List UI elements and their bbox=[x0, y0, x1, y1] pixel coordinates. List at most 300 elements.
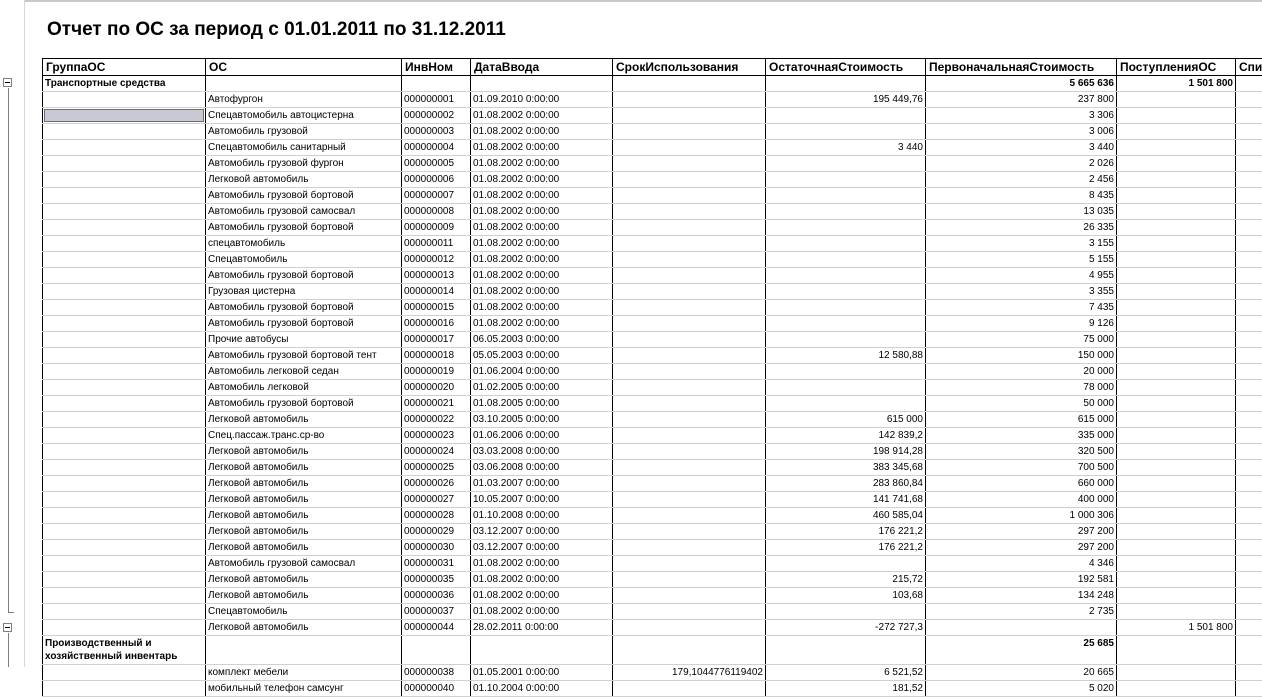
inventory-number[interactable]: 000000013 bbox=[402, 268, 471, 284]
empty-cell[interactable] bbox=[1236, 124, 1262, 140]
useful-life[interactable] bbox=[613, 92, 766, 108]
group-cell[interactable] bbox=[43, 396, 206, 412]
inventory-number[interactable]: 000000016 bbox=[402, 316, 471, 332]
empty-cell[interactable] bbox=[1236, 108, 1262, 124]
group-cell[interactable] bbox=[43, 524, 206, 540]
initial-cost[interactable]: 297 200 bbox=[926, 540, 1117, 556]
useful-life[interactable] bbox=[613, 476, 766, 492]
residual-cost[interactable]: 383 345,68 bbox=[766, 460, 926, 476]
inventory-number[interactable]: 000000004 bbox=[402, 140, 471, 156]
asset-name[interactable]: Легковой автомобиль bbox=[206, 588, 402, 604]
initial-cost[interactable]: 4 346 bbox=[926, 556, 1117, 572]
receipts[interactable] bbox=[1117, 156, 1236, 172]
commissioning-date[interactable]: 06.05.2003 0:00:00 bbox=[471, 332, 613, 348]
cell-selection-cursor[interactable] bbox=[44, 109, 204, 122]
asset-name[interactable]: Легковой автомобиль bbox=[206, 476, 402, 492]
commissioning-date[interactable]: 03.10.2005 0:00:00 bbox=[471, 412, 613, 428]
column-header[interactable]: СрокИспользования bbox=[613, 59, 766, 76]
group-cell[interactable] bbox=[43, 316, 206, 332]
initial-cost[interactable]: 660 000 bbox=[926, 476, 1117, 492]
useful-life[interactable] bbox=[613, 204, 766, 220]
empty-cell[interactable] bbox=[1236, 76, 1262, 92]
group-cell[interactable] bbox=[43, 140, 206, 156]
commissioning-date[interactable]: 01.08.2002 0:00:00 bbox=[471, 156, 613, 172]
empty-cell[interactable] bbox=[1236, 540, 1262, 556]
empty-cell[interactable] bbox=[1236, 332, 1262, 348]
commissioning-date[interactable]: 01.08.2002 0:00:00 bbox=[471, 300, 613, 316]
group-cell[interactable] bbox=[43, 444, 206, 460]
residual-cost[interactable]: 215,72 bbox=[766, 572, 926, 588]
empty-cell[interactable] bbox=[1236, 364, 1262, 380]
commissioning-date[interactable]: 01.08.2002 0:00:00 bbox=[471, 604, 613, 620]
collapse-group-transport-icon[interactable] bbox=[3, 78, 12, 87]
commissioning-date[interactable]: 01.10.2008 0:00:00 bbox=[471, 508, 613, 524]
empty-cell[interactable] bbox=[1236, 492, 1262, 508]
receipts[interactable] bbox=[1117, 681, 1236, 697]
asset-name[interactable]: Прочие автобусы bbox=[206, 332, 402, 348]
receipts[interactable] bbox=[1117, 604, 1236, 620]
useful-life[interactable] bbox=[613, 620, 766, 636]
inventory-number[interactable]: 000000029 bbox=[402, 524, 471, 540]
commissioning-date[interactable]: 03.06.2008 0:00:00 bbox=[471, 460, 613, 476]
group-cell[interactable] bbox=[43, 460, 206, 476]
residual-cost[interactable] bbox=[766, 188, 926, 204]
table-row[interactable] bbox=[43, 332, 1262, 348]
inventory-number[interactable]: 000000044 bbox=[402, 620, 471, 636]
residual-cost[interactable]: 176 221,2 bbox=[766, 540, 926, 556]
asset-name[interactable]: Легковой автомобиль bbox=[206, 492, 402, 508]
table-row[interactable] bbox=[43, 124, 1262, 140]
useful-life[interactable] bbox=[613, 604, 766, 620]
asset-name[interactable]: Легковой автомобиль bbox=[206, 540, 402, 556]
useful-life[interactable] bbox=[613, 492, 766, 508]
asset-name[interactable]: Автомобиль грузовой бортовой bbox=[206, 396, 402, 412]
asset-name[interactable]: Автомобиль грузовой бортовой bbox=[206, 220, 402, 236]
useful-life[interactable] bbox=[613, 268, 766, 284]
inventory-number[interactable]: 000000028 bbox=[402, 508, 471, 524]
residual-cost[interactable] bbox=[766, 124, 926, 140]
useful-life[interactable] bbox=[613, 380, 766, 396]
empty-cell[interactable] bbox=[1236, 620, 1262, 636]
receipts[interactable] bbox=[1117, 252, 1236, 268]
commissioning-date[interactable]: 03.12.2007 0:00:00 bbox=[471, 540, 613, 556]
asset-name[interactable]: Автомобиль грузовой самосвал bbox=[206, 556, 402, 572]
column-header[interactable]: ПервоначальнаяСтоимость bbox=[926, 59, 1117, 76]
inventory-number[interactable]: 000000020 bbox=[402, 380, 471, 396]
commissioning-date[interactable]: 03.03.2008 0:00:00 bbox=[471, 444, 613, 460]
selected-cell[interactable] bbox=[43, 108, 206, 124]
receipts[interactable] bbox=[1117, 332, 1236, 348]
group-cell[interactable] bbox=[43, 204, 206, 220]
commissioning-date[interactable]: 01.06.2006 0:00:00 bbox=[471, 428, 613, 444]
empty-cell[interactable] bbox=[206, 636, 402, 665]
commissioning-date[interactable]: 10.05.2007 0:00:00 bbox=[471, 492, 613, 508]
useful-life[interactable] bbox=[613, 681, 766, 697]
table-row[interactable] bbox=[43, 316, 1262, 332]
initial-cost[interactable]: 2 456 bbox=[926, 172, 1117, 188]
asset-name[interactable]: Спецавтомобиль bbox=[206, 604, 402, 620]
receipts[interactable] bbox=[1117, 460, 1236, 476]
receipts[interactable] bbox=[1117, 396, 1236, 412]
useful-life[interactable] bbox=[613, 220, 766, 236]
table-row[interactable] bbox=[43, 681, 1262, 697]
column-header[interactable]: ДатаВвода bbox=[471, 59, 613, 76]
empty-cell[interactable] bbox=[1236, 236, 1262, 252]
group-cell[interactable] bbox=[43, 572, 206, 588]
table-row[interactable] bbox=[43, 156, 1262, 172]
asset-name[interactable]: Автомобиль легковой седан bbox=[206, 364, 402, 380]
table-row[interactable] bbox=[43, 396, 1262, 412]
empty-cell[interactable] bbox=[1236, 508, 1262, 524]
inventory-number[interactable]: 000000002 bbox=[402, 108, 471, 124]
inventory-number[interactable]: 000000011 bbox=[402, 236, 471, 252]
empty-cell[interactable] bbox=[1236, 348, 1262, 364]
inventory-number[interactable]: 000000019 bbox=[402, 364, 471, 380]
group-cell[interactable] bbox=[43, 476, 206, 492]
inventory-number[interactable]: 000000027 bbox=[402, 492, 471, 508]
initial-cost[interactable]: 1 000 306 bbox=[926, 508, 1117, 524]
asset-name[interactable]: Автомобиль грузовой bbox=[206, 124, 402, 140]
table-row[interactable] bbox=[43, 188, 1262, 204]
commissioning-date[interactable]: 01.08.2002 0:00:00 bbox=[471, 316, 613, 332]
initial-cost[interactable]: 3 155 bbox=[926, 236, 1117, 252]
asset-name[interactable]: Спецавтомобиль автоцистерна bbox=[206, 108, 402, 124]
empty-cell[interactable] bbox=[613, 636, 766, 665]
residual-cost[interactable] bbox=[766, 268, 926, 284]
inventory-number[interactable]: 000000003 bbox=[402, 124, 471, 140]
receipts[interactable] bbox=[1117, 412, 1236, 428]
table-row[interactable] bbox=[43, 492, 1262, 508]
empty-cell[interactable] bbox=[1236, 428, 1262, 444]
initial-cost[interactable]: 192 581 bbox=[926, 572, 1117, 588]
asset-name[interactable]: Автомобиль грузовой самосвал bbox=[206, 204, 402, 220]
commissioning-date[interactable]: 01.08.2005 0:00:00 bbox=[471, 396, 613, 412]
commissioning-date[interactable]: 01.08.2002 0:00:00 bbox=[471, 284, 613, 300]
initial-cost[interactable]: 13 035 bbox=[926, 204, 1117, 220]
receipts[interactable] bbox=[1117, 188, 1236, 204]
empty-cell[interactable] bbox=[1236, 300, 1262, 316]
useful-life[interactable] bbox=[613, 540, 766, 556]
column-header[interactable]: ГруппаОС bbox=[43, 59, 206, 76]
receipts[interactable] bbox=[1117, 476, 1236, 492]
empty-cell[interactable] bbox=[1236, 412, 1262, 428]
table-row[interactable] bbox=[43, 540, 1262, 556]
commissioning-date[interactable]: 01.08.2002 0:00:00 bbox=[471, 556, 613, 572]
empty-cell[interactable] bbox=[1236, 524, 1262, 540]
empty-cell[interactable] bbox=[1236, 572, 1262, 588]
receipts[interactable]: 1 501 800 bbox=[1117, 620, 1236, 636]
receipts[interactable] bbox=[1117, 556, 1236, 572]
inventory-number[interactable]: 000000025 bbox=[402, 460, 471, 476]
group-cell[interactable] bbox=[43, 124, 206, 140]
useful-life[interactable] bbox=[613, 172, 766, 188]
empty-cell[interactable] bbox=[766, 636, 926, 665]
commissioning-date[interactable]: 01.08.2002 0:00:00 bbox=[471, 108, 613, 124]
receipts[interactable] bbox=[1117, 508, 1236, 524]
initial-cost[interactable]: 4 955 bbox=[926, 268, 1117, 284]
group-name[interactable]: Производственный и хозяйственный инвентарь bbox=[43, 636, 206, 665]
initial-cost[interactable]: 9 126 bbox=[926, 316, 1117, 332]
table-row[interactable] bbox=[43, 412, 1262, 428]
receipts[interactable] bbox=[1117, 316, 1236, 332]
empty-cell[interactable] bbox=[1236, 188, 1262, 204]
asset-name[interactable]: Автомобиль легковой bbox=[206, 380, 402, 396]
table-row[interactable] bbox=[43, 220, 1262, 236]
inventory-number[interactable]: 000000021 bbox=[402, 396, 471, 412]
empty-cell[interactable] bbox=[1236, 316, 1262, 332]
residual-cost[interactable]: 181,52 bbox=[766, 681, 926, 697]
inventory-number[interactable]: 000000018 bbox=[402, 348, 471, 364]
empty-cell[interactable] bbox=[402, 76, 471, 92]
inventory-number[interactable]: 000000001 bbox=[402, 92, 471, 108]
receipts[interactable] bbox=[1117, 444, 1236, 460]
receipts[interactable] bbox=[1117, 284, 1236, 300]
useful-life[interactable] bbox=[613, 252, 766, 268]
initial-cost[interactable] bbox=[926, 620, 1117, 636]
useful-life[interactable] bbox=[613, 124, 766, 140]
asset-name[interactable]: спецавтомобиль bbox=[206, 236, 402, 252]
initial-cost[interactable]: 297 200 bbox=[926, 524, 1117, 540]
inventory-number[interactable]: 000000031 bbox=[402, 556, 471, 572]
residual-cost[interactable] bbox=[766, 364, 926, 380]
commissioning-date[interactable]: 01.08.2002 0:00:00 bbox=[471, 588, 613, 604]
initial-cost[interactable]: 615 000 bbox=[926, 412, 1117, 428]
table-row[interactable] bbox=[43, 140, 1262, 156]
asset-name[interactable]: Легковой автомобиль bbox=[206, 460, 402, 476]
inventory-number[interactable]: 000000035 bbox=[402, 572, 471, 588]
residual-cost[interactable]: 176 221,2 bbox=[766, 524, 926, 540]
inventory-number[interactable]: 000000007 bbox=[402, 188, 471, 204]
empty-cell[interactable] bbox=[1236, 252, 1262, 268]
residual-cost[interactable]: 3 440 bbox=[766, 140, 926, 156]
inventory-number[interactable]: 000000015 bbox=[402, 300, 471, 316]
group-initial-cost-total[interactable]: 25 685 bbox=[926, 636, 1117, 665]
residual-cost[interactable] bbox=[766, 316, 926, 332]
table-row[interactable] bbox=[43, 588, 1262, 604]
inventory-number[interactable]: 000000017 bbox=[402, 332, 471, 348]
useful-life[interactable] bbox=[613, 348, 766, 364]
group-receipts-total[interactable]: 1 501 800 bbox=[1117, 76, 1236, 92]
receipts[interactable] bbox=[1117, 364, 1236, 380]
inventory-number[interactable]: 000000030 bbox=[402, 540, 471, 556]
group-cell[interactable] bbox=[43, 92, 206, 108]
empty-cell[interactable] bbox=[402, 636, 471, 665]
commissioning-date[interactable]: 01.08.2002 0:00:00 bbox=[471, 188, 613, 204]
commissioning-date[interactable]: 01.08.2002 0:00:00 bbox=[471, 172, 613, 188]
table-row[interactable] bbox=[43, 508, 1262, 524]
useful-life[interactable] bbox=[613, 460, 766, 476]
commissioning-date[interactable]: 01.06.2004 0:00:00 bbox=[471, 364, 613, 380]
group-cell[interactable] bbox=[43, 332, 206, 348]
residual-cost[interactable]: 615 000 bbox=[766, 412, 926, 428]
residual-cost[interactable]: 6 521,52 bbox=[766, 665, 926, 681]
initial-cost[interactable]: 78 000 bbox=[926, 380, 1117, 396]
asset-name[interactable]: Автомобиль грузовой бортовой bbox=[206, 268, 402, 284]
table-row[interactable] bbox=[43, 476, 1262, 492]
empty-cell[interactable] bbox=[766, 76, 926, 92]
residual-cost[interactable] bbox=[766, 252, 926, 268]
table-row[interactable] bbox=[43, 204, 1262, 220]
receipts[interactable] bbox=[1117, 172, 1236, 188]
initial-cost[interactable]: 3 006 bbox=[926, 124, 1117, 140]
table-row[interactable] bbox=[43, 620, 1262, 636]
column-header[interactable]: ОстаточнаяСтоимость bbox=[766, 59, 926, 76]
initial-cost[interactable]: 134 248 bbox=[926, 588, 1117, 604]
commissioning-date[interactable]: 01.08.2002 0:00:00 bbox=[471, 572, 613, 588]
asset-name[interactable]: Легковой автомобиль bbox=[206, 508, 402, 524]
empty-cell[interactable] bbox=[1236, 604, 1262, 620]
group-cell[interactable] bbox=[43, 540, 206, 556]
receipts[interactable] bbox=[1117, 428, 1236, 444]
useful-life[interactable] bbox=[613, 284, 766, 300]
commissioning-date[interactable]: 28.02.2011 0:00:00 bbox=[471, 620, 613, 636]
residual-cost[interactable]: 141 741,68 bbox=[766, 492, 926, 508]
asset-name[interactable]: Легковой автомобиль bbox=[206, 172, 402, 188]
inventory-number[interactable]: 000000022 bbox=[402, 412, 471, 428]
initial-cost[interactable]: 20 000 bbox=[926, 364, 1117, 380]
initial-cost[interactable]: 2 026 bbox=[926, 156, 1117, 172]
asset-name[interactable]: Автомобиль грузовой бортовой тент bbox=[206, 348, 402, 364]
receipts[interactable] bbox=[1117, 588, 1236, 604]
group-cell[interactable] bbox=[43, 300, 206, 316]
table-row[interactable] bbox=[43, 252, 1262, 268]
receipts[interactable] bbox=[1117, 92, 1236, 108]
table-row[interactable] bbox=[43, 604, 1262, 620]
group-cell[interactable] bbox=[43, 604, 206, 620]
empty-cell[interactable] bbox=[1236, 140, 1262, 156]
asset-name[interactable]: Легковой автомобиль bbox=[206, 412, 402, 428]
group-cell[interactable] bbox=[43, 412, 206, 428]
residual-cost[interactable] bbox=[766, 284, 926, 300]
initial-cost[interactable]: 3 440 bbox=[926, 140, 1117, 156]
receipts[interactable] bbox=[1117, 140, 1236, 156]
table-row[interactable] bbox=[43, 380, 1262, 396]
inventory-number[interactable]: 000000024 bbox=[402, 444, 471, 460]
empty-cell[interactable] bbox=[1236, 556, 1262, 572]
receipts[interactable] bbox=[1117, 236, 1236, 252]
receipts[interactable] bbox=[1117, 220, 1236, 236]
group-cell[interactable] bbox=[43, 284, 206, 300]
empty-cell[interactable] bbox=[1236, 396, 1262, 412]
initial-cost[interactable]: 20 665 bbox=[926, 665, 1117, 681]
useful-life[interactable] bbox=[613, 140, 766, 156]
column-header[interactable]: ИнвНом bbox=[402, 59, 471, 76]
asset-name[interactable]: Легковой автомобиль bbox=[206, 572, 402, 588]
receipts[interactable] bbox=[1117, 492, 1236, 508]
asset-name[interactable]: Спецавтомобиль санитарный bbox=[206, 140, 402, 156]
residual-cost[interactable] bbox=[766, 380, 926, 396]
asset-name[interactable]: Автомобиль грузовой бортовой bbox=[206, 188, 402, 204]
group-cell[interactable] bbox=[43, 508, 206, 524]
initial-cost[interactable]: 2 735 bbox=[926, 604, 1117, 620]
table-row[interactable] bbox=[43, 284, 1262, 300]
residual-cost[interactable] bbox=[766, 604, 926, 620]
inventory-number[interactable]: 000000008 bbox=[402, 204, 471, 220]
empty-cell[interactable] bbox=[1236, 172, 1262, 188]
table-row[interactable] bbox=[43, 300, 1262, 316]
commissioning-date[interactable]: 01.08.2002 0:00:00 bbox=[471, 252, 613, 268]
initial-cost[interactable]: 5 155 bbox=[926, 252, 1117, 268]
group-cell[interactable] bbox=[43, 236, 206, 252]
asset-name[interactable]: Легковой автомобиль bbox=[206, 444, 402, 460]
table-row[interactable] bbox=[43, 92, 1262, 108]
useful-life[interactable] bbox=[613, 588, 766, 604]
inventory-number[interactable]: 000000026 bbox=[402, 476, 471, 492]
receipts[interactable] bbox=[1117, 572, 1236, 588]
collapse-group-inventory-icon[interactable] bbox=[3, 623, 12, 632]
initial-cost[interactable]: 8 435 bbox=[926, 188, 1117, 204]
initial-cost[interactable]: 3 355 bbox=[926, 284, 1117, 300]
empty-cell[interactable] bbox=[1236, 156, 1262, 172]
useful-life[interactable] bbox=[613, 412, 766, 428]
residual-cost[interactable]: 195 449,76 bbox=[766, 92, 926, 108]
inventory-number[interactable]: 000000005 bbox=[402, 156, 471, 172]
useful-life[interactable]: 179,1044776119402 bbox=[613, 665, 766, 681]
useful-life[interactable] bbox=[613, 428, 766, 444]
empty-cell[interactable] bbox=[1236, 380, 1262, 396]
inventory-number[interactable]: 000000006 bbox=[402, 172, 471, 188]
empty-cell[interactable] bbox=[1236, 204, 1262, 220]
initial-cost[interactable]: 3 306 bbox=[926, 108, 1117, 124]
table-row[interactable] bbox=[43, 572, 1262, 588]
commissioning-date[interactable]: 01.08.2002 0:00:00 bbox=[471, 204, 613, 220]
empty-cell[interactable] bbox=[471, 636, 613, 665]
asset-name[interactable]: комплект мебели bbox=[206, 665, 402, 681]
residual-cost[interactable] bbox=[766, 556, 926, 572]
table-row[interactable] bbox=[43, 236, 1262, 252]
useful-life[interactable] bbox=[613, 332, 766, 348]
residual-cost[interactable] bbox=[766, 172, 926, 188]
asset-name[interactable]: Легковой автомобиль bbox=[206, 620, 402, 636]
commissioning-date[interactable]: 01.10.2004 0:00:00 bbox=[471, 681, 613, 697]
residual-cost[interactable] bbox=[766, 236, 926, 252]
empty-cell[interactable] bbox=[1236, 636, 1262, 665]
group-cell[interactable] bbox=[43, 268, 206, 284]
group-row[interactable] bbox=[43, 76, 1262, 92]
group-cell[interactable] bbox=[43, 556, 206, 572]
residual-cost[interactable] bbox=[766, 220, 926, 236]
commissioning-date[interactable]: 01.08.2002 0:00:00 bbox=[471, 268, 613, 284]
group-cell[interactable] bbox=[43, 380, 206, 396]
table-row[interactable] bbox=[43, 268, 1262, 284]
commissioning-date[interactable]: 01.05.2001 0:00:00 bbox=[471, 665, 613, 681]
group-cell[interactable] bbox=[43, 156, 206, 172]
inventory-number[interactable]: 000000038 bbox=[402, 665, 471, 681]
group-cell[interactable] bbox=[43, 188, 206, 204]
useful-life[interactable] bbox=[613, 524, 766, 540]
empty-cell[interactable] bbox=[1236, 444, 1262, 460]
group-cell[interactable] bbox=[43, 681, 206, 697]
initial-cost[interactable]: 150 000 bbox=[926, 348, 1117, 364]
useful-life[interactable] bbox=[613, 364, 766, 380]
column-header[interactable]: Спи bbox=[1236, 59, 1262, 76]
table-row[interactable] bbox=[43, 460, 1262, 476]
initial-cost[interactable]: 50 000 bbox=[926, 396, 1117, 412]
empty-cell[interactable] bbox=[1236, 284, 1262, 300]
group-cell[interactable] bbox=[43, 220, 206, 236]
group-cell[interactable] bbox=[43, 620, 206, 636]
group-initial-cost-total[interactable]: 5 665 636 bbox=[926, 76, 1117, 92]
group-cell[interactable] bbox=[43, 428, 206, 444]
column-header[interactable]: ПоступленияОС bbox=[1117, 59, 1236, 76]
commissioning-date[interactable]: 03.12.2007 0:00:00 bbox=[471, 524, 613, 540]
asset-name[interactable]: Грузовая цистерна bbox=[206, 284, 402, 300]
residual-cost[interactable] bbox=[766, 396, 926, 412]
useful-life[interactable] bbox=[613, 556, 766, 572]
receipts[interactable] bbox=[1117, 204, 1236, 220]
empty-cell[interactable] bbox=[613, 76, 766, 92]
receipts[interactable] bbox=[1117, 524, 1236, 540]
